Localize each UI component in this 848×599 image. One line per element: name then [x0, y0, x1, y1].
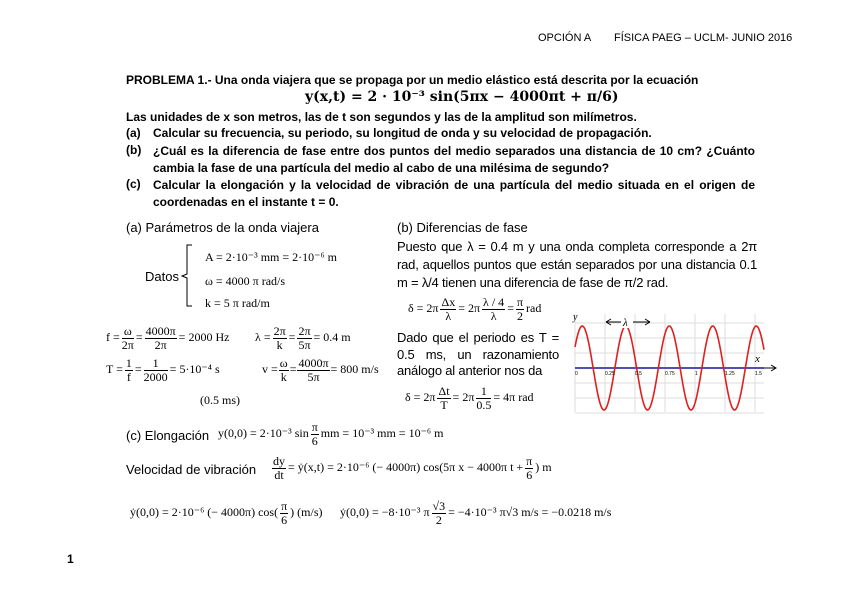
wavelength-formula: λ = $\frac{2\pi}{k}$ = $\frac{2\pi}{5\pi}$ = 0.4 m [255, 324, 351, 352]
part-b-text2: Dado que el periodo es T = 0.5 ms, un razonamiento análogo al anterior nos da [397, 330, 559, 378]
part-c-heading: (c) Elongación [126, 428, 210, 443]
velocity-label: Velocidad de vibración [126, 462, 257, 477]
datum-amplitude: A = 2·10⁻³ mm = 2·10⁻⁶ m [205, 250, 337, 264]
phase-diff-t-formula: δ = 2π $\frac{\Delta t}{T}$ = 2π $\frac{1}{0.5}$ = 4π rad [405, 384, 534, 412]
item-label: (c) [126, 177, 141, 191]
part-b-heading: (b) Diferencias de fase [397, 220, 528, 235]
part-a-heading: (a) Parámetros de la onda viajera [126, 220, 319, 235]
item-label: (b) [126, 143, 142, 157]
phase-diff-x-formula: δ = 2π $\frac{\Delta x}{\lambda}$ = 2π $\frac{\lambda / 4}{\lambda}$ = $\frac{\pi}{2}$ rad [408, 295, 542, 323]
datum-omega: ω = 4000 π rad/s [205, 274, 286, 288]
header-option: OPCIÓN A [538, 32, 592, 44]
brace-icon [180, 244, 194, 308]
x-tick-labels [575, 371, 762, 377]
x-tick-label: 1 [695, 371, 698, 377]
item-text: Calcular la elongación y la velocidad de vibración de una partícula del medio situada en el origen de coordenadas en el instante t = 0. [153, 178, 755, 209]
item-label: (a) [126, 126, 141, 140]
velocity-origin-formula: ẏ(0,0) = 2·10⁻⁶ (− 4000π) cos( $\frac{\pi}{6}$ ) (m/s) [130, 499, 323, 527]
units-statement: Las unidades de x son metros, las de t son segundos y las de la amplitud son milímetros. [126, 110, 637, 124]
y-axis-label: y [573, 312, 578, 323]
part-b-text1: Puesto que λ = 0.4 m y una onda completa corresponde a 2π rad, aquellos puntos que están separados por una distancia 0.1 m = λ/4 tienen una diferencia de fase de π/2 rad. [397, 239, 757, 290]
x-tick-label: 0.5 [635, 371, 642, 377]
datos-label: Datos [145, 269, 179, 284]
period-formula: T = $\frac{1}{f}$ = $\frac{1}{2000}$ = 5·10⁻⁴ s [106, 356, 220, 384]
problem-title: PROBLEMA 1.- Una onda viajera que se propaga por un medio elástico está descrita por la ecuación [126, 73, 699, 87]
frequency-formula: f = $\frac{\omega}{2\pi}$ = $\frac{4000\pi}{2\pi}$ = 2000 Hz [106, 324, 230, 352]
item-text: Calcular su frecuencia, su periodo, su longitud de onda y su velocidad de propagación. [153, 126, 652, 140]
velocity-derivative-formula: $\frac{dy}{dt}$ = ẏ(x,t) = 2·10⁻⁶ (− 4000π) cos(5π x − 4000π t + $\frac{\pi}{6}$ ) m [273, 454, 552, 482]
header-exam: FÍSICA PAEG – UCLM- JUNIO 2016 [614, 32, 793, 44]
page-number: 1 [67, 552, 74, 566]
x-axis-arrow-icon [764, 365, 776, 371]
wave-graph [568, 308, 778, 416]
x-tick-label: 1.25 [725, 371, 735, 377]
item-text: ¿Cuál es la diferencia de fase entre dos puntos del medio separados una distancia de 10 cm? ¿Cuánto cambia la fase de una partícula del medio al cabo de una milésima de segundo? [153, 144, 755, 175]
x-axis-label: x [755, 353, 760, 365]
datum-k: k = 5 π rad/m [205, 296, 270, 310]
period-note: (0.5 ms) [200, 393, 240, 407]
elongation-formula: y(0,0) = 2·10⁻³ sin $\frac{\pi}{6}$ mm = 10⁻³ mm = 10⁻⁶ m [218, 420, 444, 448]
lambda-label: λ [623, 317, 628, 329]
velocity-formula: v = $\frac{\omega}{k}$ = $\frac{4000\pi}{5\pi}$ = 800 m/s [262, 356, 379, 384]
x-tick-label: 0.25 [605, 371, 615, 377]
x-tick-label: 0 [575, 371, 578, 377]
graph-grid [575, 314, 764, 413]
wave-equation: y(x,t) = 2 · 10⁻³ sin(5πx − 4000πt + π/6) [305, 89, 619, 105]
velocity-origin-result: ẏ(0,0) = −8·10⁻³ π $\frac{√3}{2}$ = −4·10⁻³ π√3 m/s = −0.0218 m/s [340, 499, 612, 527]
x-tick-label: 0.75 [665, 371, 675, 377]
x-tick-label: 1.5 [755, 371, 762, 377]
